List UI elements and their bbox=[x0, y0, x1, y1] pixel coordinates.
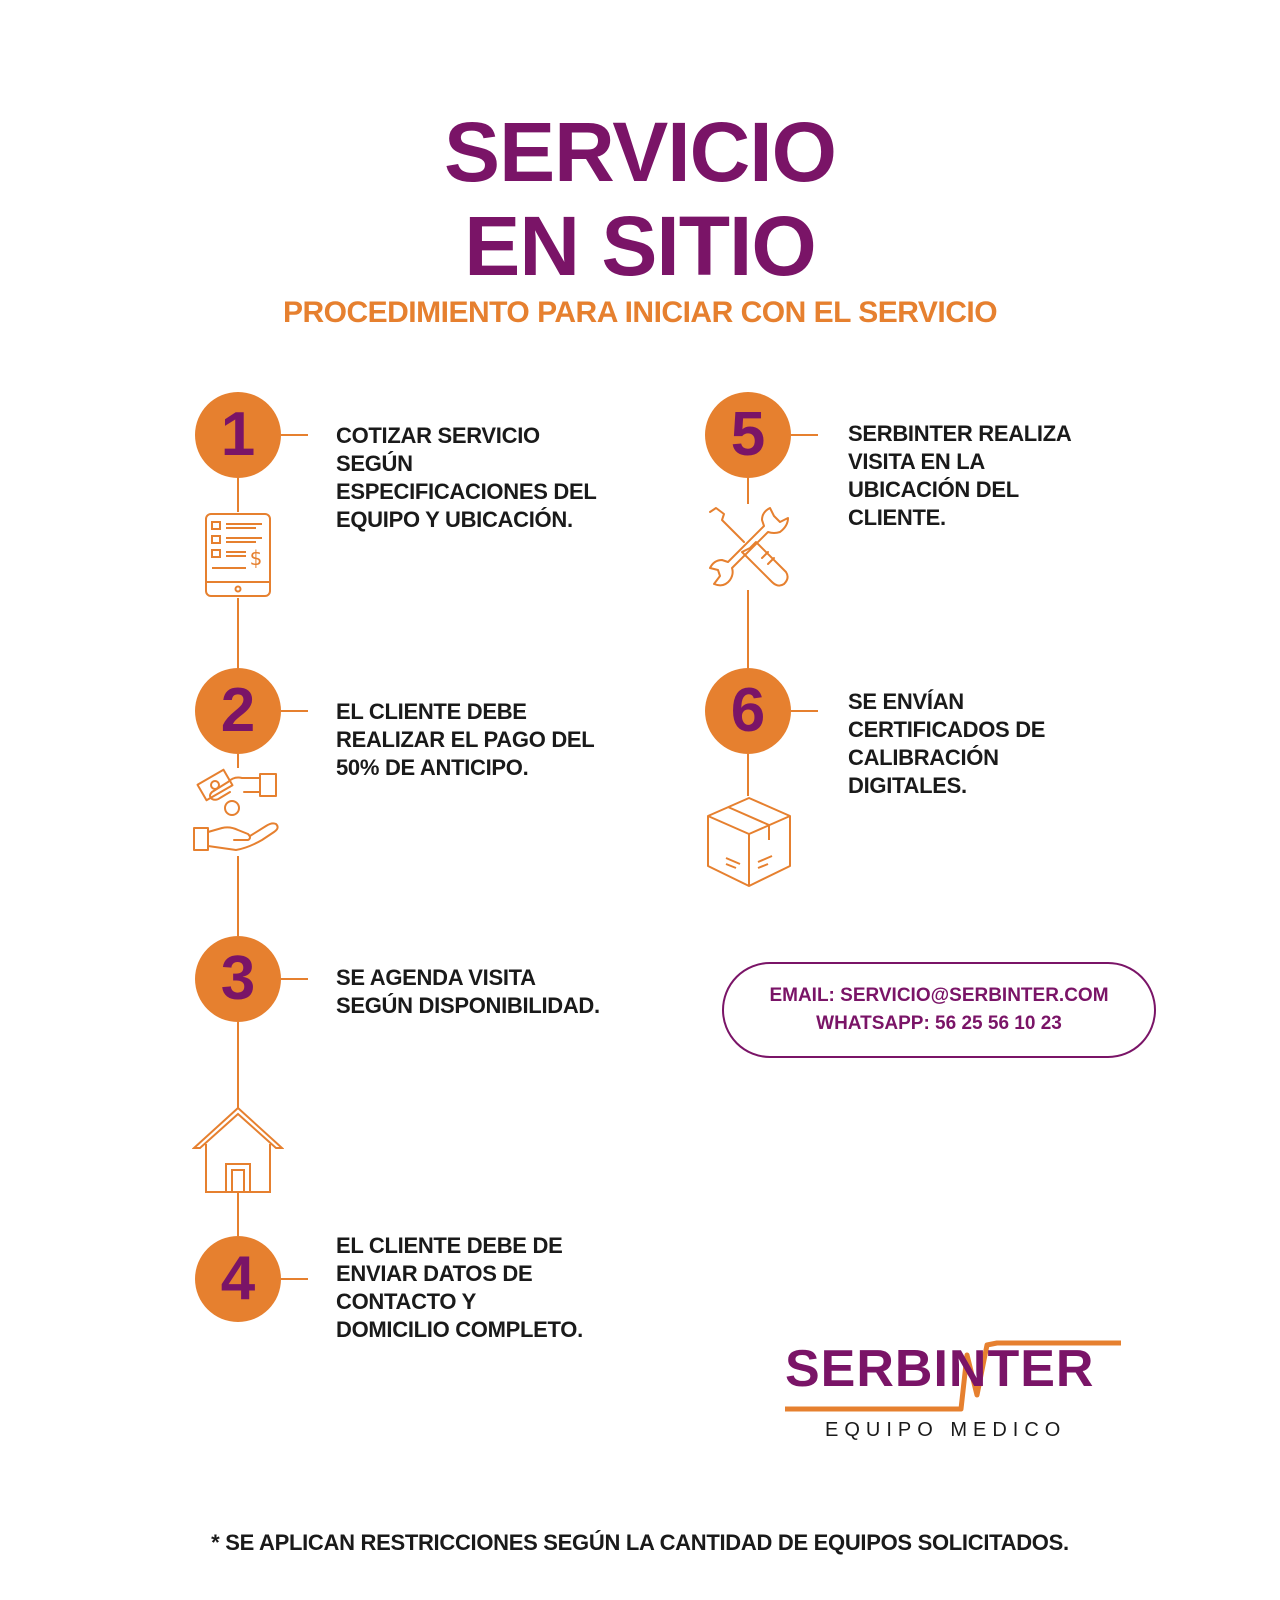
page-title-line-2: EN SITIO bbox=[464, 199, 816, 293]
tools-icon bbox=[706, 504, 792, 590]
hand-payment-icon bbox=[192, 766, 284, 858]
step-6-text: SE ENVÍAN CERTIFICADOS DE CALIBRACIÓN DIGITALES. bbox=[848, 689, 1046, 798]
step-2-text: EL CLIENTE DEBE REALIZAR EL PAGO DEL 50% DE ANTICIPO. bbox=[336, 699, 595, 780]
page-title-line-1: SERVICIO bbox=[444, 105, 836, 199]
step-4-number: 4 bbox=[195, 1236, 281, 1322]
step-1-number: 1 bbox=[195, 392, 281, 478]
tablet-invoice-icon bbox=[204, 512, 272, 598]
logo-name: SERBINTER bbox=[785, 1340, 1095, 1398]
step-2-number: 2 bbox=[195, 668, 281, 754]
step-1-text: COTIZAR SERVICIO SEGÚN ESPECIFICACIONES DEL EQUIPO Y UBICACIÓN. bbox=[336, 423, 597, 532]
step-5-text: SERBINTER REALIZA VISITA EN LA UBICACIÓN DEL CLIENTE. bbox=[848, 421, 1072, 530]
step-3-number: 3 bbox=[195, 936, 281, 1022]
contact-whatsapp[interactable]: WHATSAPP: 56 25 56 10 23 bbox=[816, 1013, 1062, 1034]
contact-box bbox=[722, 962, 1156, 1058]
house-icon bbox=[192, 1106, 284, 1194]
step-4-text: EL CLIENTE DEBE DE ENVIAR DATOS DE CONTACTO Y DOMICILIO COMPLETO. bbox=[336, 1233, 583, 1342]
step-3-text: SE AGENDA VISITA SEGÚN DISPONIBILIDAD. bbox=[336, 965, 600, 1018]
serbinter-logo bbox=[785, 1335, 1125, 1445]
footer-note: * SE APLICAN RESTRICCIONES SEGÚN LA CANTIDAD DE EQUIPOS SOLICITADOS. bbox=[211, 1530, 1069, 1555]
step-6-number: 6 bbox=[705, 668, 791, 754]
page-subtitle: PROCEDIMIENTO PARA INICIAR CON EL SERVICIO bbox=[282, 296, 998, 329]
svg-text:$: $ bbox=[249, 546, 263, 570]
logo-tagline: EQUIPO MEDICO bbox=[825, 1419, 1067, 1441]
step-5-number: 5 bbox=[705, 392, 791, 478]
box-icon bbox=[706, 796, 792, 888]
contact-email[interactable]: EMAIL: SERVICIO@SERBINTER.COM bbox=[769, 985, 1109, 1006]
